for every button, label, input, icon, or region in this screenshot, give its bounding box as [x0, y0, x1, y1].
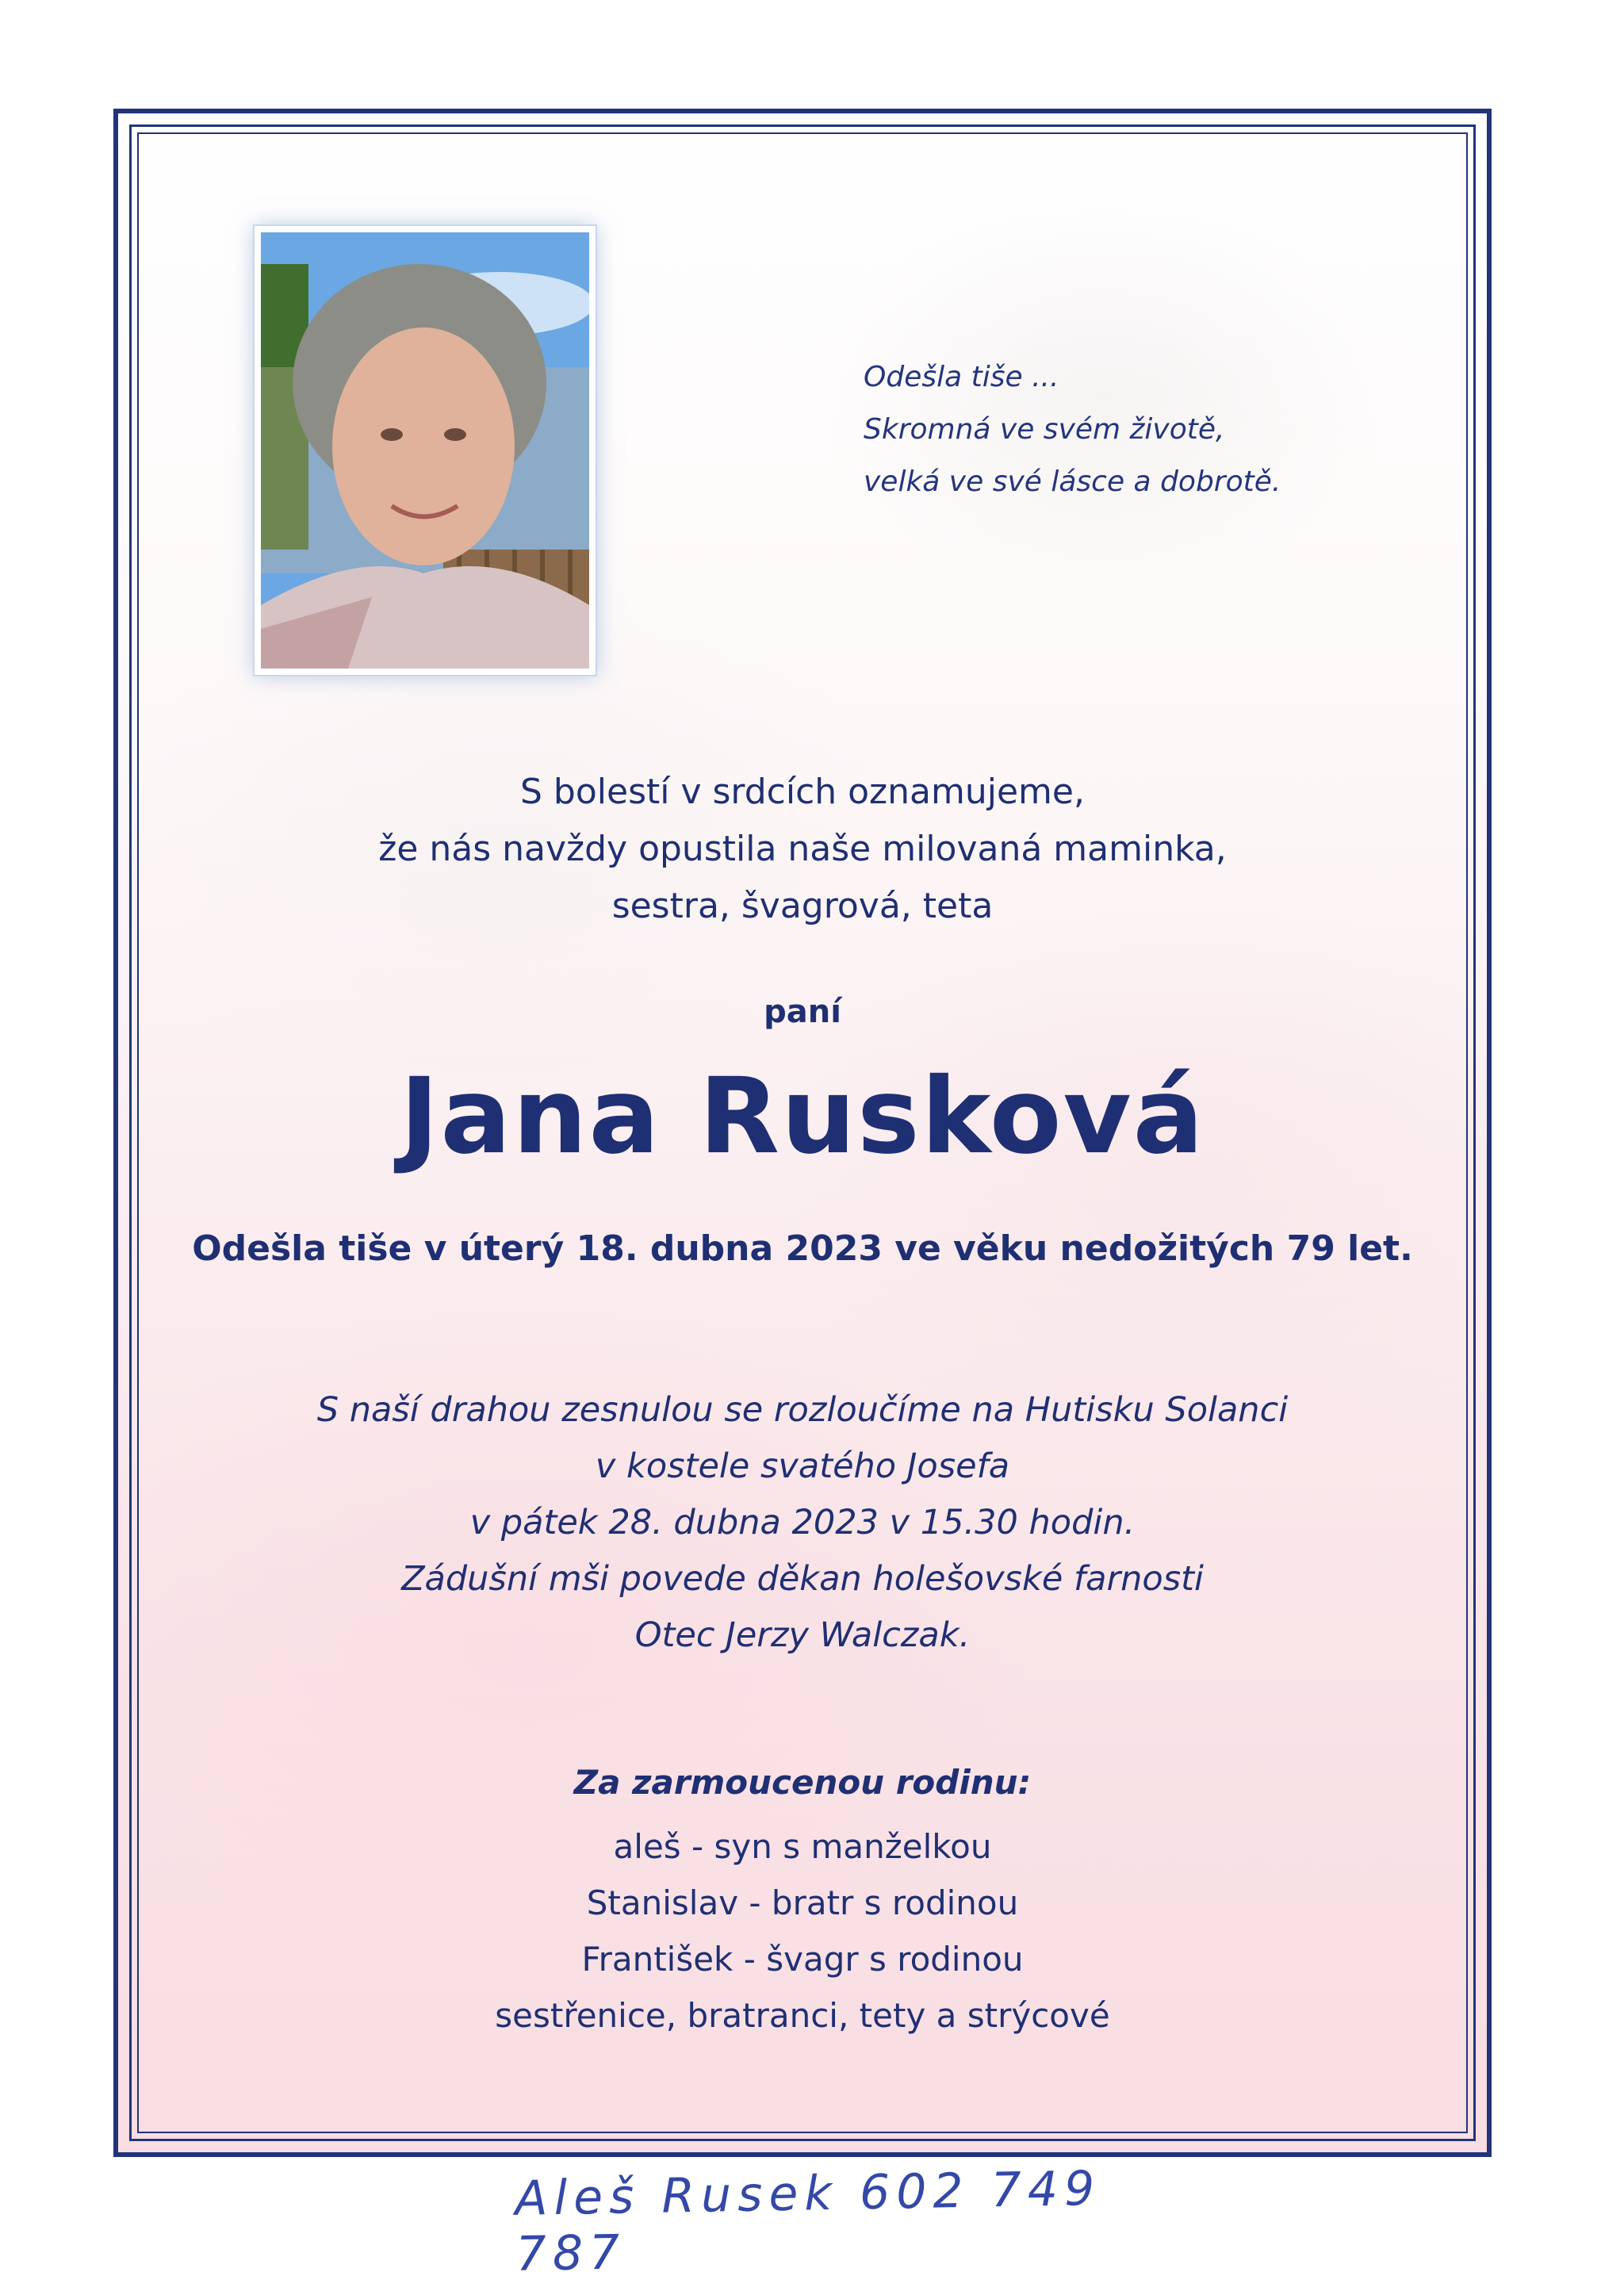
service-line: S naší drahou zesnulou se rozloučíme na Hutisku Solanci [316, 1390, 1289, 1430]
service-line: v pátek 28. dubna 2023 v 15.30 hodin. [469, 1503, 1136, 1542]
announcement-text [118, 764, 1487, 935]
service-line: Otec Jerzy Walczak. [634, 1615, 971, 1655]
family-member: František - švagr s rodinou [581, 1940, 1024, 1979]
quote-block [864, 351, 1419, 508]
announcement-line: sestra, švagrová, teta [611, 886, 994, 926]
family-member: aleš - syn s manželkou [613, 1827, 992, 1866]
portrait-photo [255, 226, 596, 675]
announcement-line: že nás navždy opustila naše milovaná maminka, [378, 829, 1227, 869]
service-line: v kostele svatého Josefa [595, 1446, 1010, 1486]
portrait-image-icon [261, 232, 589, 669]
service-line: Zádušní mši povede děkan holešovské farnosti [401, 1559, 1204, 1599]
funeral-service-info [118, 1382, 1487, 1664]
family-heading: Za zarmoucenou rodinu: [573, 1763, 1032, 1802]
honorific-title: paní [764, 994, 841, 1030]
deceased-name: Jana Rusková [400, 1056, 1205, 1178]
quote-line: Skromná ve svém životě, [864, 413, 1225, 446]
death-date-line: Odešla tiše v úterý 18. dubna 2023 ve věku nedožitých 79 let. [192, 1228, 1413, 1269]
quote-line: velká ve své lásce a dobrotě. [864, 466, 1281, 498]
handwritten-contact-note: Aleš Rusek 602 749 787 [514, 2160, 1101, 2282]
family-member: Stanislav - bratr s rodinou [586, 1883, 1019, 1922]
announcement-line: S bolestí v srdcích oznamujeme, [520, 772, 1085, 812]
quote-line: Odešla tiše ... [864, 361, 1059, 393]
family-member: sestřenice, bratranci, tety a strýcové [495, 1996, 1110, 2035]
obituary-sheet [113, 109, 1492, 2157]
family-list [118, 1818, 1487, 2044]
